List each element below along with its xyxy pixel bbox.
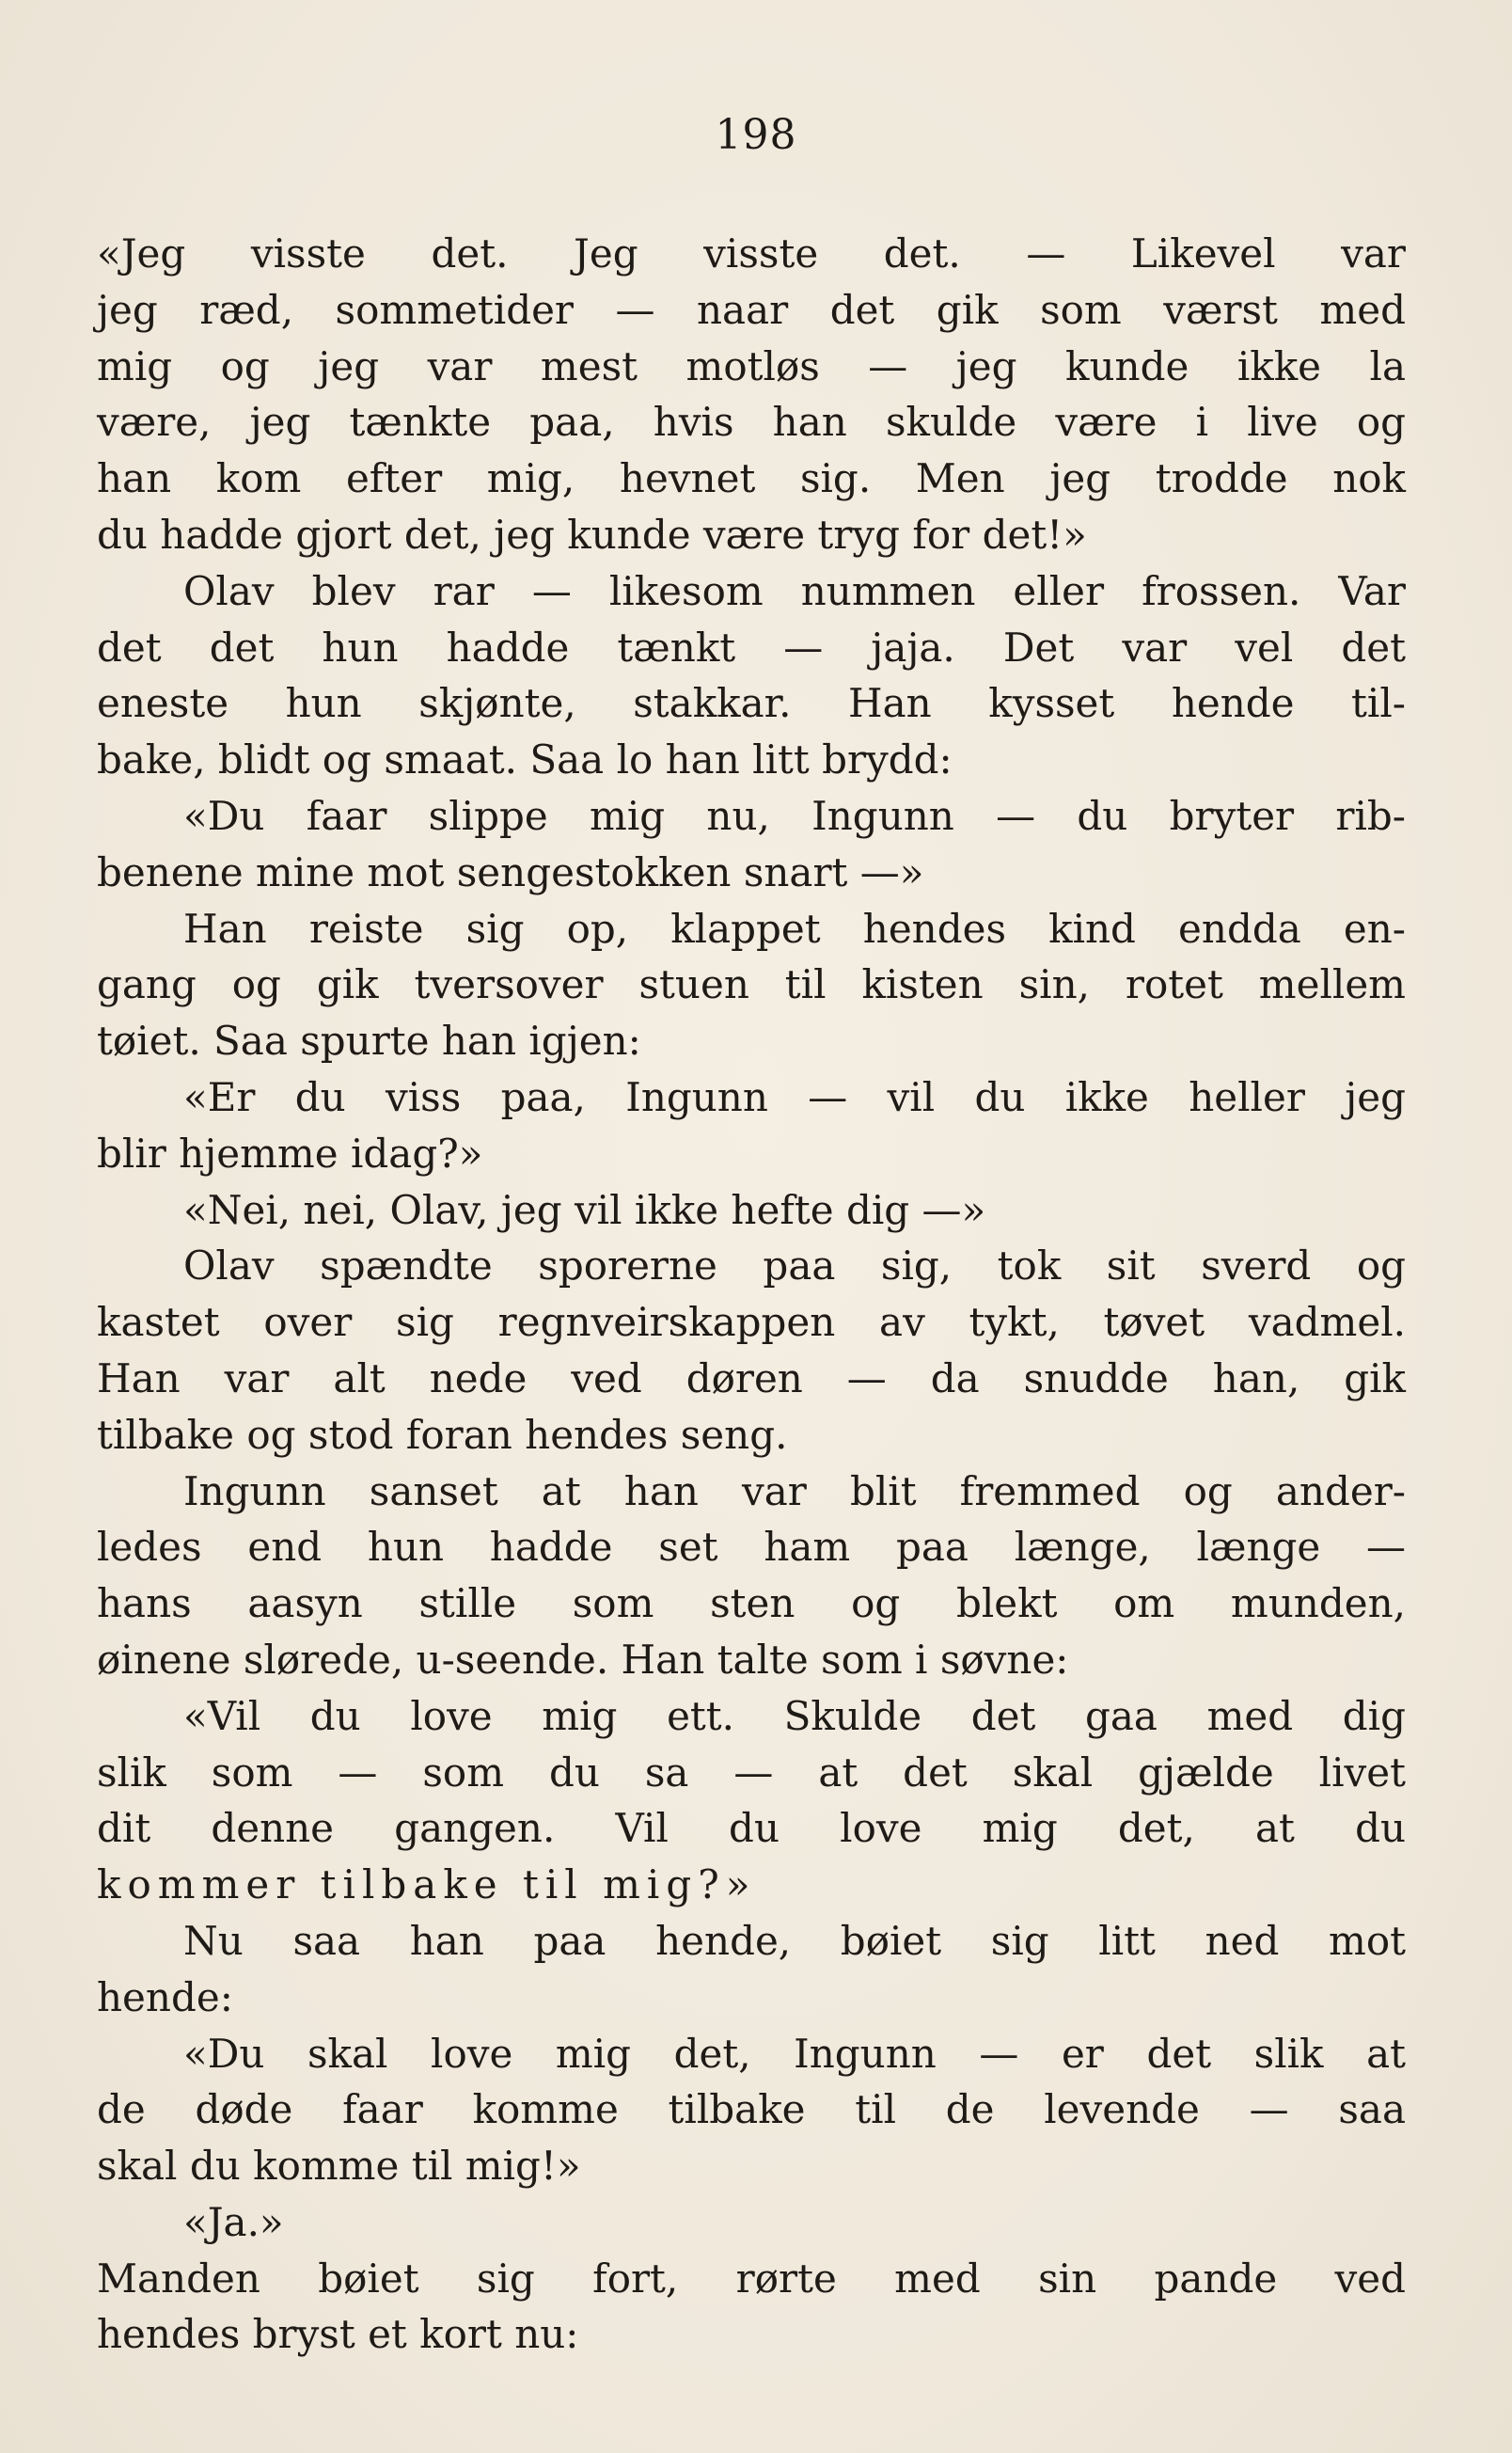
text-line: bake, blidt og smaat. Saa lo han litt brydd:	[97, 736, 953, 783]
text-line: «Vil du love mig ett. Skulde det gaa med dig	[183, 1692, 1406, 1739]
text-line: hende:	[97, 1973, 233, 2020]
text-line: «Jeg visste det. Jeg visste det. — Likevel var	[97, 230, 1406, 277]
page-number: 198	[715, 111, 797, 159]
text-line: kastet over sig regnveirskappen av tykt, tøvet vadmel.	[97, 1299, 1406, 1346]
text-line: hans aasyn stille som sten og blekt om munden,	[97, 1580, 1406, 1627]
text-line: dit denne gangen. Vil du love mig det, at du	[97, 1805, 1406, 1852]
text-line: det det hun hadde tænkt — jaja. Det var vel det	[97, 624, 1406, 671]
text-line: slik som — som du sa — at det skal gjælde livet	[97, 1749, 1406, 1796]
text-line: Manden bøiet sig fort, rørte med sin pande ved	[97, 2255, 1406, 2302]
text-line: jeg ræd, sommetider — naar det gik som værst med	[97, 286, 1406, 333]
text-line: kommer tilbake til mig?»	[97, 1861, 757, 1908]
text-line: Han var alt nede ved døren — da snudde han, gik	[97, 1354, 1406, 1401]
text-line: gang og gik tversover stuen til kisten sin, rotet mellem	[97, 961, 1406, 1008]
text-line: eneste hun skjønte, stakkar. Han kysset hende til-	[97, 680, 1406, 727]
text-line: mig og jeg var mest motløs — jeg kunde ikke la	[97, 342, 1406, 389]
text-line: «Du faar slippe mig nu, Ingunn — du bryter rib-	[183, 792, 1406, 839]
body-text	[97, 226, 1406, 2363]
text-line: Han reiste sig op, klappet hendes kind endda en-	[183, 905, 1406, 952]
text-line: Olav spændte sporerne paa sig, tok sit sverd og	[183, 1242, 1406, 1290]
text-line: de døde faar komme tilbake til de levende — saa	[97, 2086, 1406, 2133]
text-line: være, jeg tænkte paa, hvis han skulde være i live og	[97, 399, 1406, 446]
text-line: skal du komme til mig!»	[97, 2143, 581, 2190]
text-line: «Er du viss paa, Ingunn — vil du ikke heller jeg	[183, 1073, 1406, 1120]
text-line: Ingunn sanset at han var blit fremmed og ander-	[183, 1467, 1406, 1514]
text-line: øinene slørede, u-seende. Han talte som i søvne:	[97, 1636, 1069, 1683]
text-line: «Ja.»	[183, 2198, 284, 2245]
text-line: han kom efter mig, hevnet sig. Men jeg trodde nok	[97, 455, 1406, 502]
text-line: tilbake og stod foran hendes seng.	[97, 1411, 788, 1458]
text-line: Nu saa han paa hende, bøiet sig litt ned mot	[183, 1917, 1406, 1964]
text-line: hendes bryst et kort nu:	[97, 2311, 579, 2358]
text-line: Olav blev rar — likesom nummen eller frossen. Var	[183, 567, 1406, 614]
text-line: blir hjemme idag?»	[97, 1130, 483, 1177]
text-line: ledes end hun hadde set ham paa længe, længe —	[97, 1524, 1406, 1571]
text-line: du hadde gjort det, jeg kunde være tryg for det!»	[97, 511, 1087, 558]
text-line: «Nei, nei, Olav, jeg vil ikke hefte dig —»	[183, 1186, 986, 1233]
text-line: «Du skal love mig det, Ingunn — er det slik at	[183, 2030, 1406, 2077]
text-line: tøiet. Saa spurte han igjen:	[97, 1018, 641, 1065]
text-line: benene mine mot sengestokken snart —»	[97, 848, 924, 895]
